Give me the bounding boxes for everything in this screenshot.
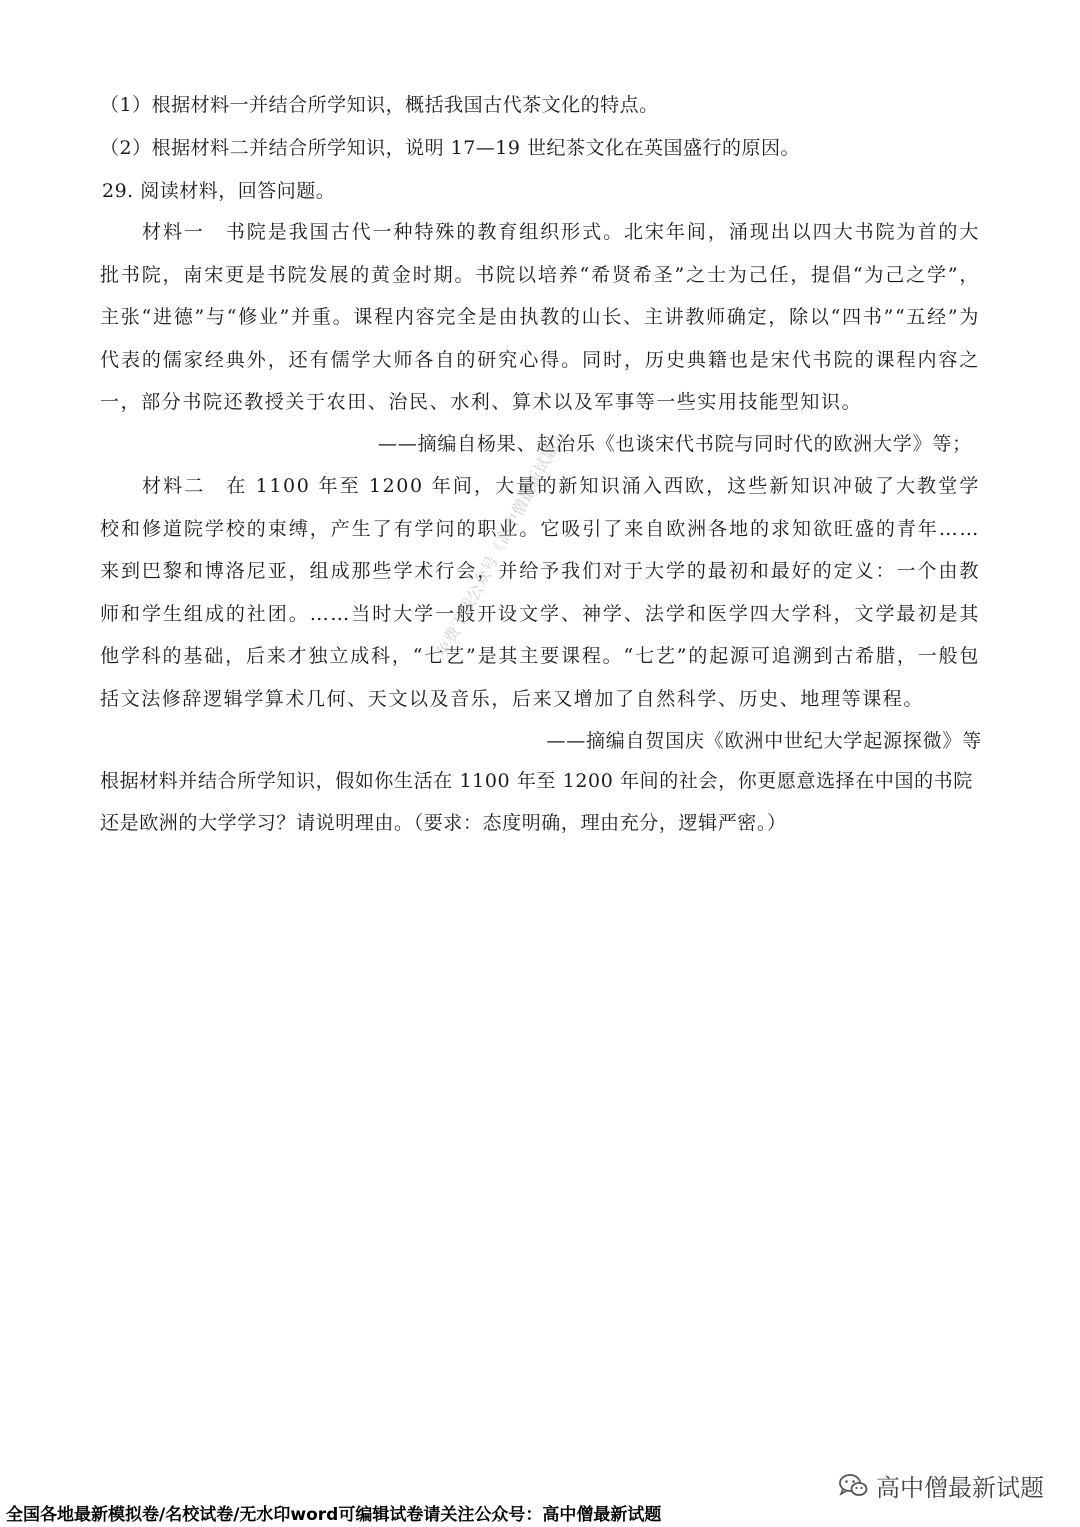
material-2-text: 材料二 在 1100 年至 1200 年间，大量的新知识涌入西欧，这些新知识冲破了大教堂学校和修道院学校的束缚，产生了有学问的职业。它吸引了来自欧洲各地的求知欲旺盛的青年……来到巴黎和博洛尼亚，组成那些学术行会，并给予我们对于大学的最初和最好的定义：一个由教师和学生组成的社团。……当时大学一般开设文学、神学、法学和医学四大学科，文学最初是其他学科的基础，后来才独立成科，“七艺”是其主要课程。“七艺”的起源可追溯到古希腊，一般包括文法修辞逻辑学算术几何、天文以及音乐，后来又增加了自然科学、历史、地理等课程。: [100, 475, 980, 710]
question-2: （2）根据材料二并结合所学知识，说明 17—19 世纪茶文化在英国盛行的原因。: [100, 137, 801, 159]
material-1-text: 材料一 书院是我国古代一种特殊的教育组织形式。北宋年间，涌现出以四大书院为首的大批书院，南宋更是书院发展的黄金时期。书院以培养“希贤希圣”之士为己任，提倡“为己之学”，主张“进德”与“修业”并重。课程内容完全是由执教的山长、主讲教师确定，除以“四书”“五经”为代表的儒家经典外，还有儒学大师各自的研究心得。同时，历史典籍也是宋代书院的课程内容之一，部分书院还教授关于农田、治民、水利、算术以及军事等一些实用技能型知识。: [100, 221, 980, 413]
brand-badge: [838, 1468, 1044, 1503]
question-29-title: 29. 阅读材料，回答问题。: [102, 180, 336, 202]
wechat-icon: [838, 1473, 868, 1499]
question-1: （1）根据材料一并结合所学知识，概括我国古代茶文化的特点。: [100, 94, 659, 116]
footer-notice: 全国各地最新模拟卷/名校试卷/无水印word可编辑试卷请关注公众号：高中僧最新试题: [6, 1505, 662, 1525]
material-1-source: ——摘编自杨果、赵治乐《也谈宋代书院与同时代的欧洲大学》等；: [377, 433, 972, 455]
watermark: 免费下载公众号《高中僧最新试题》: [432, 425, 570, 661]
brand-label: 高中僧最新试题: [876, 1474, 1044, 1502]
material-2-source: ——摘编自贺国庆《欧洲中世纪大学起源探微》等: [546, 730, 982, 752]
question-prompt: 根据材料并结合所学知识，假如你生活在 1100 年至 1200 年间的社会，你更愿意选择在中国的书院还是欧洲的大学学习？请说明理由。（要求：态度明确，理由充分，逻辑严密。）: [100, 770, 973, 834]
